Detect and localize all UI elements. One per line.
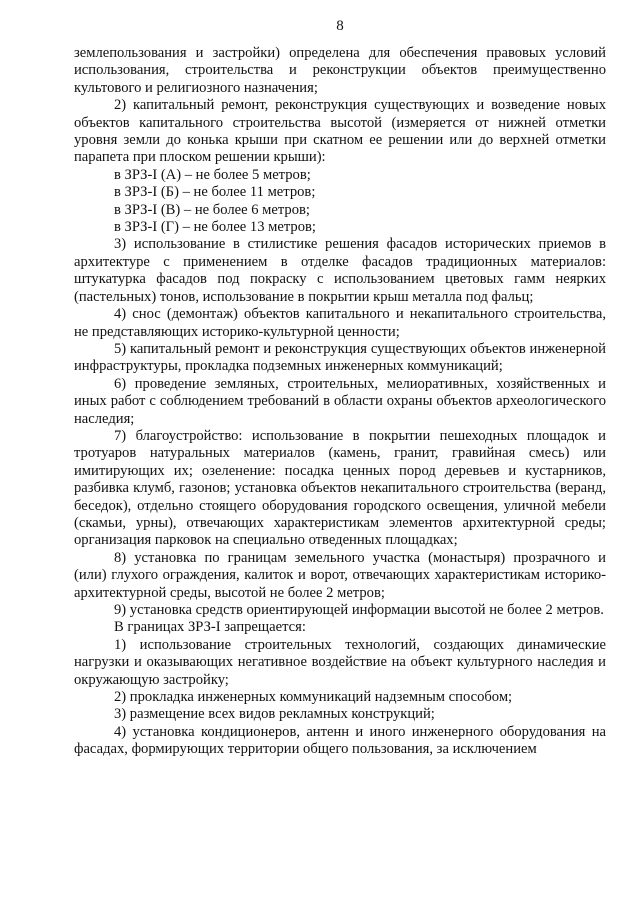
paragraph: В границах ЗРЗ-I запрещается:	[114, 619, 306, 636]
paragraph: 9) установка средств ориентирующей информации высотой не более 2 метров.	[114, 602, 604, 618]
page-number: 8	[336, 18, 344, 34]
paragraph: землепользования и застройки) определена для обеспечения правовых условий использования, строительства и реконструкции объектов преимущественно культового и религиозного назначения;	[74, 45, 606, 96]
paragraph: 5) капитальный ремонт и реконструкция существующих объектов инженерной инфраструктуры, прокладка подземных инженерных коммуникаций;	[74, 340, 606, 375]
paragraph: 2) прокладка инженерных коммуникаций надземным способом;	[114, 689, 513, 706]
paragraph: 6) проведение земляных, строительных, мелиоративных, хозяйственных и иных работ с соблюдением требований в области охраны объектов археологического наследия;	[74, 375, 606, 427]
paragraph: 8) установка по границам земельного участка (монастыря) прозрачного и (или) глухого ограждения, калиток и ворот, отвечающих характеристикам историко-архитектурной среды, высотой не более 2 метров;	[74, 549, 606, 601]
height-limit-line: в ЗРЗ-I (Б) – не более 11 метров;	[114, 184, 316, 201]
paragraph: 7) благоустройство: использование в покрытии пешеходных площадок и тротуаров натуральных материалов (камень, гранит, гравийная смесь) или имитирующих их; озеленение: посадка ценных пород деревьев и кустарников, разбивка клумб, газонов; установка объектов некапитального строительства (веранд, беседок), отдельно стоящего оборудования городского освещения, уличной мебели (скамьи, урны), отвечающих характеристикам элементов архитектурной среды; организация парковок на специально отведенных площадках;	[74, 427, 606, 549]
height-limit-line: в ЗРЗ-I (Г) – не более 13 метров;	[114, 219, 316, 236]
document-body	[74, 45, 606, 759]
paragraph: 2) капитальный ремонт, реконструкция существующих и возведение новых объектов капитального строительства высотой (измеряется от нижней отметки уровня земли до конька крыши при скатном ее решении или до верхней отметки парапета при плоском решении крыши):	[74, 97, 606, 166]
height-limit-line: в ЗРЗ-I (В) – не более 6 метров;	[114, 201, 310, 218]
paragraph: 3) размещение всех видов рекламных конструкций;	[114, 706, 435, 723]
height-limit-line: в ЗРЗ-I (А) – не более 5 метров;	[114, 166, 311, 183]
paragraph: 1) использование строительных технологий, создающих динамические нагрузки и оказывающих негативное воздействие на объект культурного наследия и окружающую застройку;	[74, 636, 606, 688]
paragraph: 4) снос (демонтаж) объектов капитального и некапитального строительства, не представляющих историко-культурной ценности;	[74, 306, 606, 340]
paragraph: 4) установка кондиционеров, антенн и иного инженерного оборудования на фасадах, формирующих территории общего пользования, за исключением	[74, 723, 606, 758]
paragraph: 3) использование в стилистике решения фасадов исторических приемов в архитектуре с применением в отделке фасадов традиционных материалов: штукатурка фасадов под покраску с использованием цветовых гамм неярких (пастельных) тонов, использование в покрытии крыш металла под фальц;	[74, 236, 606, 305]
